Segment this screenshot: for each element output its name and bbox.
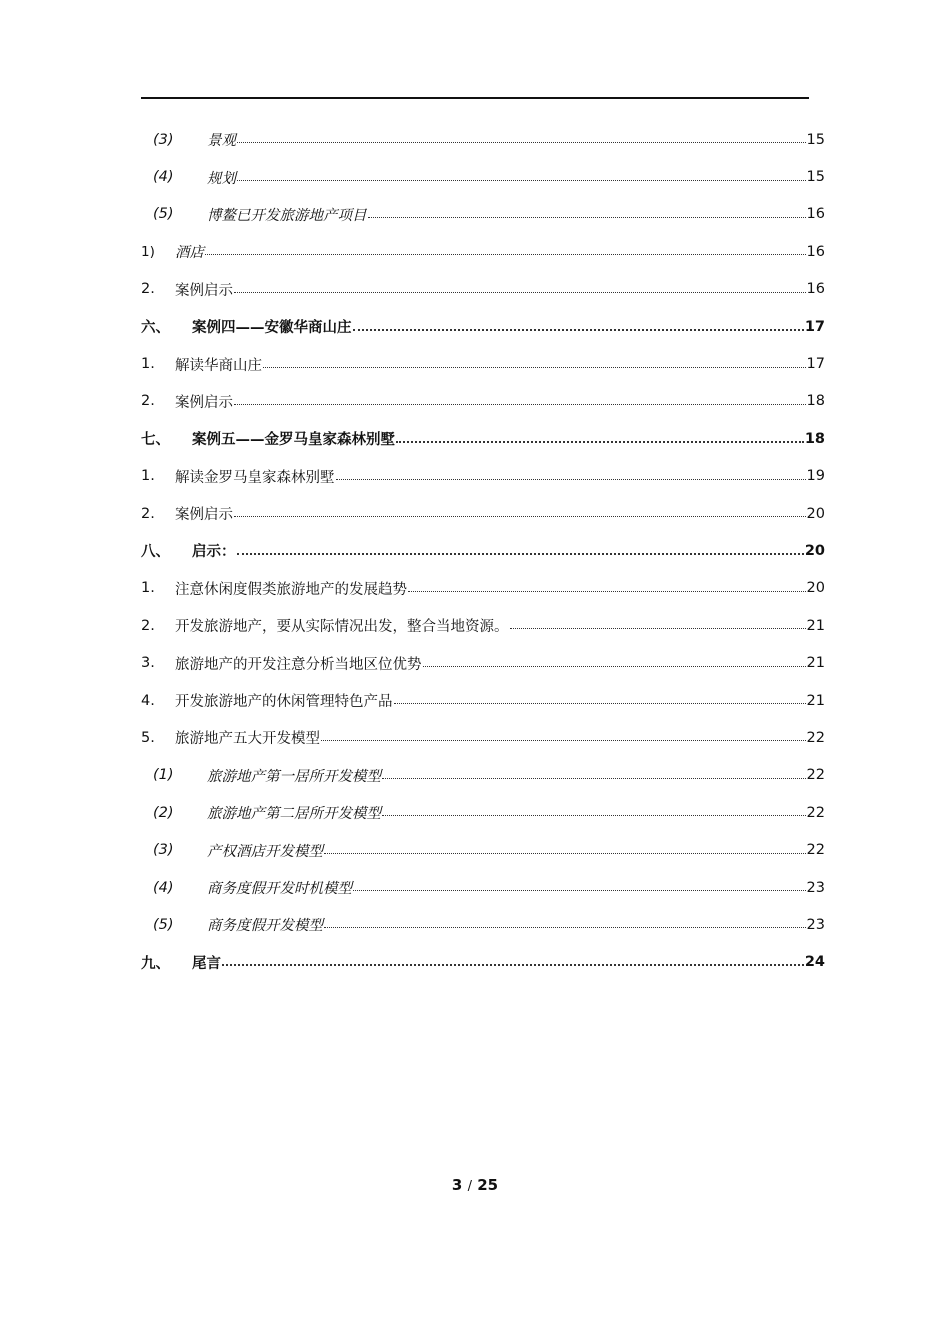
toc-entry-page: 21 xyxy=(806,692,825,709)
toc-entry-page: 15 xyxy=(806,169,825,186)
toc-leader-dots xyxy=(510,628,806,629)
toc-entry-title: 案例启示 xyxy=(175,282,233,299)
toc-entry-page: 24 xyxy=(804,954,825,971)
toc-entry-number: (4) xyxy=(153,169,174,186)
toc-leader-dots xyxy=(423,666,806,667)
toc-leader-dots xyxy=(396,441,804,443)
toc-entry[interactable] xyxy=(141,271,825,308)
toc-leader-dots xyxy=(263,367,806,368)
toc-entry-page: 18 xyxy=(806,393,825,410)
toc-entry-page: 22 xyxy=(806,767,825,784)
toc-entry[interactable] xyxy=(141,121,825,158)
toc-entry[interactable] xyxy=(141,831,825,868)
toc-entry[interactable] xyxy=(141,532,825,569)
toc-entry-number: 六、 xyxy=(141,320,170,337)
toc-entry-number: 1. xyxy=(141,356,155,373)
toc-entry-number: 九、 xyxy=(141,955,170,972)
toc-leader-dots xyxy=(382,815,806,816)
toc-entry-title: 旅游地产五大开发模型 xyxy=(175,731,320,748)
toc-entry-title: 尾言 xyxy=(192,955,221,972)
toc-leader-dots xyxy=(382,778,806,779)
toc-entry-title: 开发旅游地产的休闲管理特色产品 xyxy=(175,694,393,711)
toc-entry-title: 案例五——金罗马皇家森林别墅 xyxy=(192,432,395,449)
toc-entry-number: (5) xyxy=(153,916,174,933)
toc-leader-dots xyxy=(394,703,806,704)
toc-leader-dots xyxy=(237,180,806,181)
toc-entry[interactable] xyxy=(141,906,825,943)
toc-entry[interactable] xyxy=(141,682,825,719)
toc-entry-number: (4) xyxy=(153,879,174,896)
toc-entry[interactable] xyxy=(141,158,825,195)
toc-leader-dots xyxy=(234,516,806,517)
page-total: 25 xyxy=(477,1176,499,1194)
toc-entry[interactable] xyxy=(141,345,825,382)
toc-leader-dots xyxy=(353,890,806,891)
toc-entry-number: 2. xyxy=(141,281,155,298)
toc-entry[interactable] xyxy=(141,719,825,756)
header-rule xyxy=(141,97,809,99)
toc-entry-title: 规划 xyxy=(207,170,236,187)
toc-entry-number: (5) xyxy=(153,206,174,223)
toc-entry-title: 案例启示 xyxy=(175,507,233,524)
toc-entry-title: 注意休闲度假类旅游地产的发展趋势 xyxy=(175,581,407,598)
toc-entry[interactable] xyxy=(141,944,825,981)
toc-entry[interactable] xyxy=(141,308,825,345)
toc-entry-number: 2. xyxy=(141,617,155,634)
toc-entry-number: (1) xyxy=(153,767,174,784)
table-of-contents xyxy=(141,121,825,981)
toc-entry-page: 19 xyxy=(806,468,825,485)
toc-leader-dots xyxy=(324,853,806,854)
toc-entry-title: 酒店 xyxy=(175,245,204,262)
toc-entry-title: 产权酒店开发模型 xyxy=(207,843,323,860)
toc-entry-page: 22 xyxy=(806,729,825,746)
toc-entry-title: 博鳌已开发旅游地产项目 xyxy=(207,207,367,224)
toc-entry-page: 16 xyxy=(806,243,825,260)
toc-entry-page: 20 xyxy=(806,580,825,597)
toc-entry-page: 23 xyxy=(806,916,825,933)
toc-entry-title: 解读华商山庄 xyxy=(175,357,262,374)
toc-entry-title: 启示： xyxy=(192,544,236,561)
toc-entry[interactable] xyxy=(141,495,825,532)
toc-leader-dots xyxy=(336,479,806,480)
toc-entry[interactable] xyxy=(141,869,825,906)
toc-entry-title: 案例启示 xyxy=(175,394,233,411)
toc-entry-page: 22 xyxy=(806,842,825,859)
toc-entry-number: 2. xyxy=(141,505,155,522)
toc-entry-number: 1. xyxy=(141,580,155,597)
toc-entry[interactable] xyxy=(141,233,825,270)
page-number xyxy=(0,1176,950,1194)
toc-entry-number: 2. xyxy=(141,393,155,410)
page-current: 3 xyxy=(451,1176,463,1194)
toc-entry-page: 17 xyxy=(806,356,825,373)
toc-entry-page: 21 xyxy=(806,655,825,672)
toc-entry-page: 17 xyxy=(804,318,825,335)
toc-leader-dots xyxy=(237,142,806,143)
toc-entry-number: 4. xyxy=(141,692,155,709)
page-separator: / xyxy=(467,1179,472,1194)
toc-leader-dots xyxy=(324,927,806,928)
toc-entry-page: 18 xyxy=(804,430,825,447)
toc-leader-dots xyxy=(234,404,806,405)
toc-entry-title: 案例四——安徽华商山庄 xyxy=(192,320,352,337)
toc-entry-number: 5. xyxy=(141,729,155,746)
toc-entry[interactable] xyxy=(141,644,825,681)
toc-entry-page: 15 xyxy=(806,131,825,148)
toc-leader-dots xyxy=(321,740,806,741)
toc-entry-title: 景观 xyxy=(207,133,236,150)
toc-leader-dots xyxy=(222,964,804,966)
toc-entry[interactable] xyxy=(141,383,825,420)
toc-leader-dots xyxy=(408,591,806,592)
toc-leader-dots xyxy=(205,254,806,255)
toc-entry-title: 旅游地产第一居所开发模型 xyxy=(207,768,381,785)
toc-entry-number: (2) xyxy=(153,804,174,821)
toc-entry-number: 七、 xyxy=(141,432,170,449)
toc-entry-title: 旅游地产的开发注意分析当地区位优势 xyxy=(175,656,422,673)
toc-entry[interactable] xyxy=(141,570,825,607)
toc-entry-page: 21 xyxy=(806,617,825,634)
toc-entry-number: (3) xyxy=(153,131,174,148)
toc-entry-number: 1) xyxy=(141,243,155,260)
toc-entry-page: 16 xyxy=(806,206,825,223)
toc-leader-dots xyxy=(234,292,806,293)
toc-entry[interactable] xyxy=(141,458,825,495)
toc-entry-number: 3. xyxy=(141,655,155,672)
toc-entry-page: 20 xyxy=(806,505,825,522)
toc-entry-page: 20 xyxy=(804,542,825,559)
toc-entry-number: (3) xyxy=(153,842,174,859)
toc-entry-title: 商务度假开发模型 xyxy=(207,918,323,935)
toc-leader-dots xyxy=(237,553,804,555)
toc-entry[interactable] xyxy=(141,607,825,644)
toc-entry[interactable] xyxy=(141,196,825,233)
toc-entry[interactable] xyxy=(141,757,825,794)
toc-entry-title: 解读金罗马皇家森林别墅 xyxy=(175,469,335,486)
toc-leader-dots xyxy=(368,217,806,218)
toc-entry-number: 1. xyxy=(141,468,155,485)
toc-entry[interactable] xyxy=(141,420,825,457)
toc-entry-title: 开发旅游地产，要从实际情况出发，整合当地资源。 xyxy=(175,619,509,636)
toc-entry-title: 商务度假开发时机模型 xyxy=(207,881,352,897)
toc-entry-page: 22 xyxy=(806,804,825,821)
toc-entry[interactable] xyxy=(141,794,825,831)
toc-entry-page: 23 xyxy=(806,879,825,896)
toc-entry-number: 八、 xyxy=(141,544,170,561)
toc-entry-page: 16 xyxy=(806,281,825,298)
toc-leader-dots xyxy=(353,329,804,331)
toc-entry-title: 旅游地产第二居所开发模型 xyxy=(207,806,381,823)
